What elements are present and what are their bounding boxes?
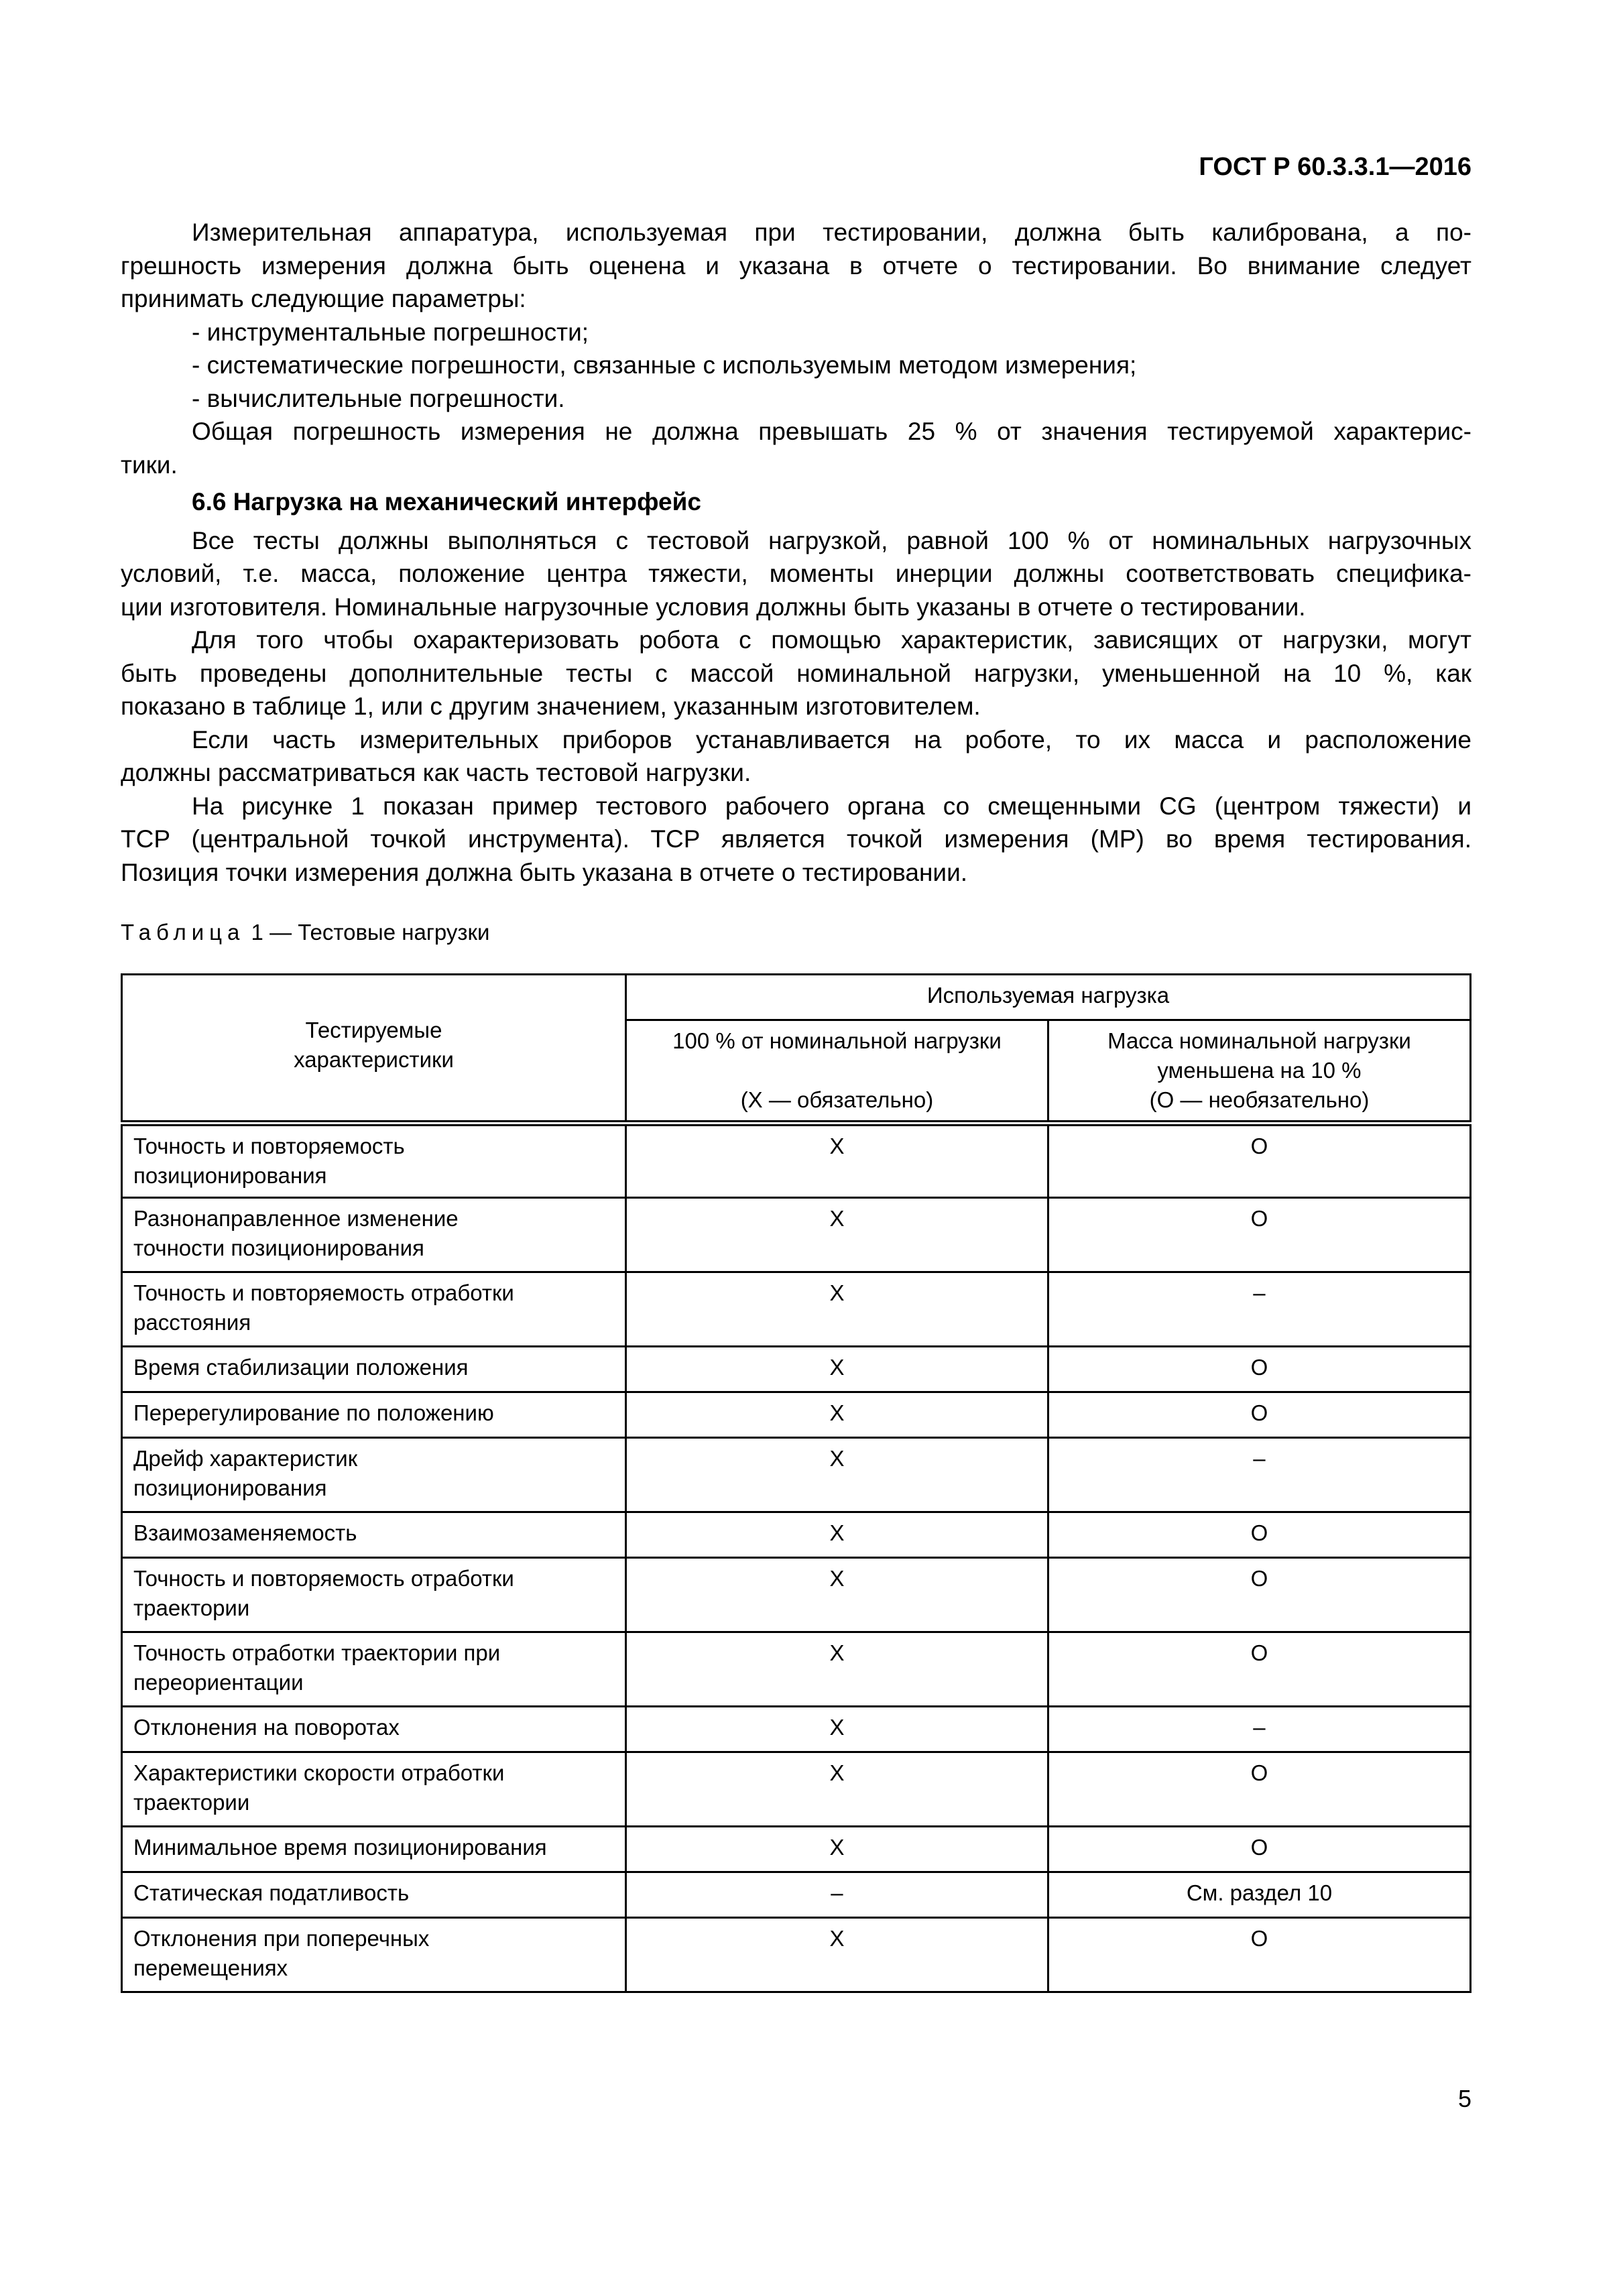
characteristic-cell: Точность и повторяемость отработки расстояния: [122, 1272, 626, 1347]
characteristic-cell: Точность отработки траектории при переориентации: [122, 1632, 626, 1707]
reduced-load-cell: O: [1048, 1632, 1470, 1707]
col-header-reduced-mass: [1048, 1020, 1470, 1124]
reduced-load-cell: O: [1048, 1124, 1470, 1198]
table-row: [122, 1918, 1471, 1992]
reduced-load-cell: O: [1048, 1347, 1470, 1392]
test-loads-table: [121, 973, 1471, 1993]
table-row: [122, 1438, 1471, 1512]
section-title: 6.6 Нагрузка на механический интерфейс: [192, 488, 701, 516]
reduced-load-cell: O: [1048, 1392, 1470, 1438]
header-line: уменьшена на 10 %: [1157, 1058, 1362, 1083]
text-line: TCP (центральной точкой инструмента). TCP является точкой измерения (MP) во время тестирования.: [121, 825, 1471, 853]
characteristic-cell: Перерегулирование по положению: [122, 1392, 626, 1438]
full-load-cell: X: [625, 1392, 1048, 1438]
characteristic-cell: Разнонаправленное изменение точности позиционирования: [122, 1198, 626, 1272]
table-row: [122, 1558, 1471, 1632]
characteristic-cell: Точность и повторяемость позиционирования: [122, 1124, 626, 1198]
table-row: [122, 1707, 1471, 1752]
table-caption: [121, 920, 489, 945]
bullet-item: - вычислительные погрешности.: [192, 384, 565, 412]
group-header-load: Используемая нагрузка: [625, 975, 1470, 1020]
characteristic-cell: Отклонения при поперечных перемещениях: [122, 1918, 626, 1992]
reduced-load-cell: –: [1048, 1707, 1470, 1752]
text-line: Если часть измерительных приборов устанавливается на роботе, то их масса и расположение: [192, 725, 1471, 753]
table-row: [122, 1872, 1471, 1918]
table-row: [122, 1512, 1471, 1558]
characteristic-cell: Характеристики скорости отработки траектории: [122, 1752, 626, 1827]
text-line: тики.: [121, 450, 178, 479]
col-header-100-percent: [625, 1020, 1048, 1124]
full-load-cell: X: [625, 1558, 1048, 1632]
header-line: характеристики: [294, 1047, 454, 1072]
full-load-cell: X: [625, 1438, 1048, 1512]
table-row: [122, 1392, 1471, 1438]
full-load-cell: –: [625, 1872, 1048, 1918]
text-line: Для того чтобы охарактеризовать робота с помощью характеристик, зависящих от нагрузки, могут: [192, 626, 1471, 654]
full-load-cell: X: [625, 1632, 1048, 1707]
text-line: ции изготовителя. Номинальные нагрузочные условия должны быть указаны в отчете о тестировании.: [121, 593, 1306, 621]
body-text: [121, 216, 1471, 889]
header-spacer: [638, 1056, 1036, 1085]
bullet-item: - систематические погрешности, связанные с используемым методом измерения;: [192, 351, 1137, 379]
full-load-cell: X: [625, 1827, 1048, 1872]
text-line: условий, т.е. масса, положение центра тяжести, моменты инерции должны соответствовать специфика-: [121, 560, 1471, 587]
header-line: (X — обязательно): [740, 1087, 934, 1112]
reduced-load-cell: –: [1048, 1438, 1470, 1512]
table-row: [122, 1198, 1471, 1272]
text-line: быть проведены дополнительные тесты с массой номинальной нагрузки, уменьшенной на 10 %, как: [121, 659, 1471, 687]
table-row: [122, 1752, 1471, 1827]
full-load-cell: X: [625, 1124, 1048, 1198]
reduced-load-cell: O: [1048, 1558, 1470, 1632]
reduced-load-cell: O: [1048, 1827, 1470, 1872]
header-line: (O — необязательно): [1149, 1087, 1370, 1112]
page-number: 5: [1457, 2085, 1471, 2112]
full-load-cell: X: [625, 1272, 1048, 1347]
characteristic-cell: Статическая податливость: [122, 1872, 626, 1918]
col-header-characteristics: [122, 975, 626, 1124]
characteristic-cell: Взаимозаменяемость: [122, 1512, 626, 1558]
characteristic-cell: Отклонения на поворотах: [122, 1707, 626, 1752]
table-row: [122, 1632, 1471, 1707]
text-line: принимать следующие параметры:: [121, 285, 526, 312]
header-line: Масса номинальной нагрузки: [1107, 1028, 1411, 1053]
header-line: Тестируемые: [305, 1018, 442, 1042]
table-row: [122, 1272, 1471, 1347]
table-row: [122, 1347, 1471, 1392]
reduced-load-cell: O: [1048, 1918, 1470, 1992]
text-line: Измерительная аппаратура, используемая при тестировании, должна быть калибрована, а по-: [192, 219, 1471, 246]
full-load-cell: X: [625, 1347, 1048, 1392]
text-line: На рисунке 1 показан пример тестового рабочего органа со смещенными CG (центром тяжести) и: [192, 792, 1471, 820]
text-line: грешность измерения должна быть оценена и указана в отчете о тестировании. Во внимание следует: [121, 251, 1471, 280]
reduced-load-cell: O: [1048, 1198, 1470, 1272]
text-line: Позиция точки измерения должна быть указана в отчете о тестировании.: [121, 858, 968, 886]
reduced-load-cell: –: [1048, 1272, 1470, 1347]
text-line: показано в таблице 1, или с другим значением, указанным изготовителем.: [121, 692, 981, 720]
reduced-load-cell: O: [1048, 1512, 1470, 1558]
document-designation: ГОСТ Р 60.3.3.1—2016: [1199, 153, 1471, 181]
table-row: [122, 1827, 1471, 1872]
full-load-cell: X: [625, 1198, 1048, 1272]
characteristic-cell: Время стабилизации положения: [122, 1347, 626, 1392]
bullet-item: - инструментальные погрешности;: [192, 318, 589, 346]
characteristic-cell: Минимальное время позиционирования: [122, 1827, 626, 1872]
text-line: Общая погрешность измерения не должна превышать 25 % от значения тестируемой характерис-: [192, 418, 1471, 445]
characteristic-cell: Дрейф характеристик позиционирования: [122, 1438, 626, 1512]
full-load-cell: X: [625, 1918, 1048, 1992]
full-load-cell: X: [625, 1752, 1048, 1827]
characteristic-cell: Точность и повторяемость отработки траектории: [122, 1558, 626, 1632]
text-line: должны рассматриваться как часть тестовой нагрузки.: [121, 759, 752, 786]
text-line: Все тесты должны выполняться с тестовой нагрузкой, равной 100 % от номинальных нагрузочных: [192, 526, 1471, 554]
caption-text: 1 — Тестовые нагрузки: [245, 920, 490, 945]
full-load-cell: X: [625, 1707, 1048, 1752]
header-line: 100 % от номинальной нагрузки: [672, 1028, 1002, 1053]
full-load-cell: X: [625, 1512, 1048, 1558]
reduced-load-cell: См. раздел 10: [1048, 1872, 1470, 1918]
reduced-load-cell: O: [1048, 1752, 1470, 1827]
table-row: [122, 1124, 1471, 1198]
caption-word: Таблица: [121, 920, 245, 945]
